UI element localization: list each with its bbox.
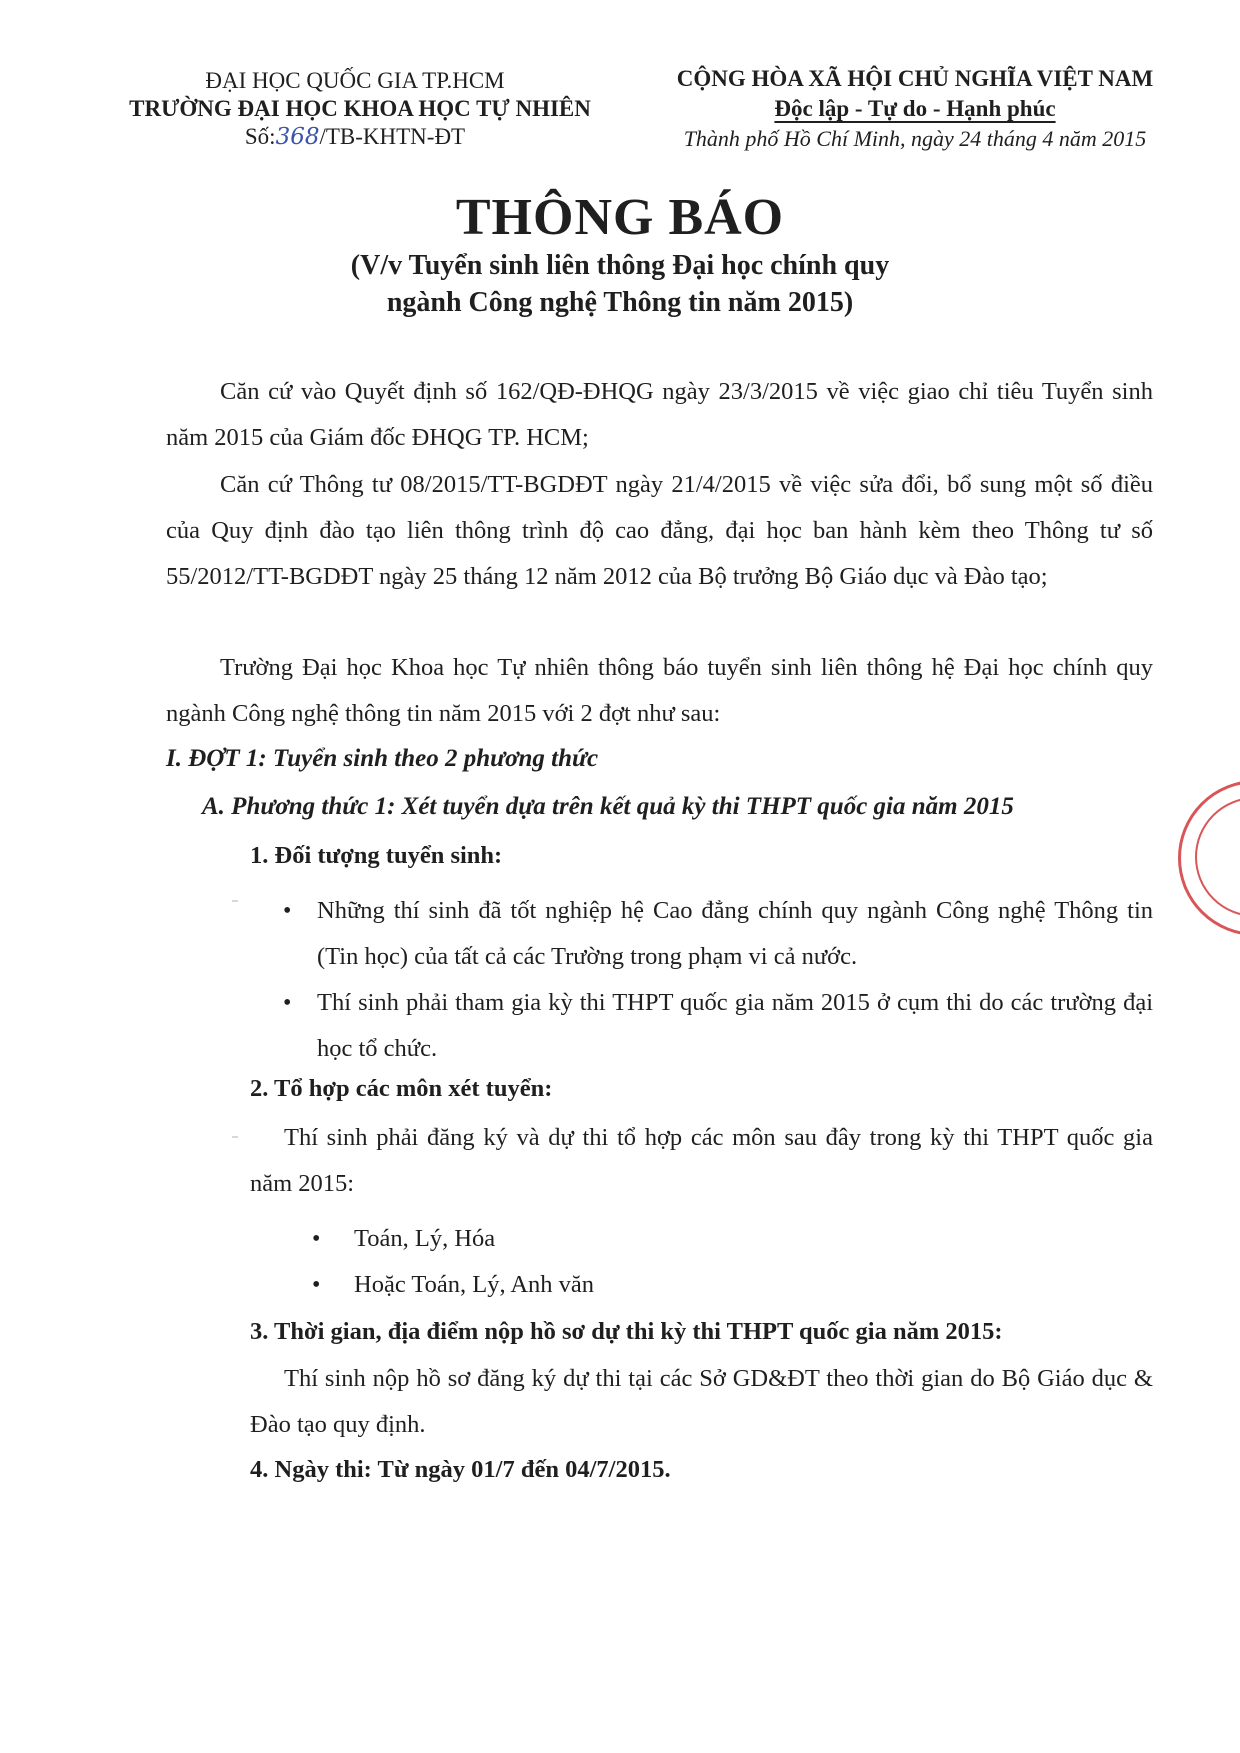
section-heading-method1: A. Phương thức 1: Xét tuyển dựa trên kết quả kỳ thi THPT quốc gia năm 2015 bbox=[202, 793, 1014, 820]
national-motto bbox=[640, 96, 1190, 122]
paragraph-circular: Căn cứ Thông tư 08/2015/TT-BGDĐT ngày 21/4/2015 về việc sửa đổi, bổ sung một số điều của Quy định đào tạo liên thông trình độ cao đẳng, đại học ban hành kèm theo Thông tư số 55/2012/TT-BGDĐT ngày 25 tháng 12 năm 2012 của Bộ trưởng Bộ Giáo dục và Đào tạo; bbox=[166, 471, 1153, 590]
item3-heading: 3. Thời gian, địa điểm nộp hồ sơ dự thi kỳ thi THPT quốc gia năm 2015: bbox=[250, 1318, 1003, 1345]
item3-text: Thí sinh nộp hồ sơ đăng ký dự thi tại các Sở GD&ĐT theo thời gian do Bộ Giáo dục & Đào tạo quy định. bbox=[250, 1365, 1153, 1438]
item1-bullet-2: Thí sinh phải tham gia kỳ thi THPT quốc gia năm 2015 ở cụm thi do các trường đại học tổ chức. bbox=[317, 989, 1153, 1062]
subtitle-line-2: ngành Công nghệ Thông tin năm 2015) bbox=[386, 287, 854, 318]
document-date: Thành phố Hồ Chí Minh, ngày 24 tháng 4 năm 2015 bbox=[683, 126, 1147, 151]
item1-bullet-1: Những thí sinh đã tốt nghiệp hệ Cao đẳng chính quy ngành Công nghệ Thông tin (Tin học) của tất cả các Trường trong phạm vi cả nước. bbox=[317, 897, 1153, 970]
school-name: TRƯỜNG ĐẠI HỌC KHOA HỌC TỰ NHIÊN bbox=[129, 96, 591, 121]
bullet-icon: • bbox=[283, 990, 292, 1016]
paragraph-decision: Căn cứ vào Quyết định số 162/QĐ-ĐHQG ngày 23/3/2015 về việc giao chỉ tiêu Tuyển sinh năm 2015 của Giám đốc ĐHQG TP. HCM; bbox=[166, 378, 1153, 451]
item2-heading: 2. Tổ hợp các môn xét tuyển: bbox=[250, 1075, 553, 1102]
item1-heading: 1. Đối tượng tuyển sinh: bbox=[250, 842, 503, 869]
university-name: ĐẠI HỌC QUỐC GIA TP.HCM bbox=[205, 68, 505, 93]
bullet-icon: • bbox=[312, 1226, 321, 1252]
item2-bullet-1: Toán, Lý, Hóa bbox=[354, 1225, 496, 1252]
bullet-icon: • bbox=[312, 1272, 321, 1298]
paragraph-announcement: Trường Đại học Khoa học Tự nhiên thông báo tuyển sinh liên thông hệ Đại học chính quy ngành Công nghệ thông tin năm 2015 với 2 đợt như sau: bbox=[166, 654, 1153, 727]
subtitle-line-1: (V/v Tuyển sinh liên thông Đại học chính quy bbox=[350, 250, 890, 281]
scan-mark bbox=[232, 900, 238, 902]
seal-inner-ring bbox=[1195, 797, 1240, 917]
bullet-icon: • bbox=[283, 898, 292, 924]
item2-bullet-2: Hoặc Toán, Lý, Anh văn bbox=[354, 1271, 595, 1298]
section-heading-phase1: I. ĐỢT 1: Tuyển sinh theo 2 phương thức bbox=[166, 745, 599, 772]
page-title: THÔNG BÁO bbox=[455, 189, 785, 246]
document-number bbox=[110, 124, 600, 150]
doc-number-suffix: /TB-KHTN-ĐT bbox=[319, 124, 466, 149]
scan-mark bbox=[232, 1136, 238, 1138]
item4-heading: 4. Ngày thi: Từ ngày 01/7 đến 04/7/2015. bbox=[250, 1456, 671, 1483]
national-motto-text: Độc lập - Tự do - Hạnh phúc bbox=[774, 96, 1056, 121]
national-title: CỘNG HÒA XÃ HỘI CHỦ NGHĨA VIỆT NAM bbox=[676, 66, 1154, 91]
official-seal-stamp bbox=[1178, 780, 1240, 936]
doc-number-handwritten: 368 bbox=[275, 124, 320, 150]
doc-number-prefix: Số: bbox=[244, 124, 276, 149]
item2-text: Thí sinh phải đăng ký và dự thi tổ hợp các môn sau đây trong kỳ thi THPT quốc gia năm 2015: bbox=[250, 1124, 1153, 1197]
